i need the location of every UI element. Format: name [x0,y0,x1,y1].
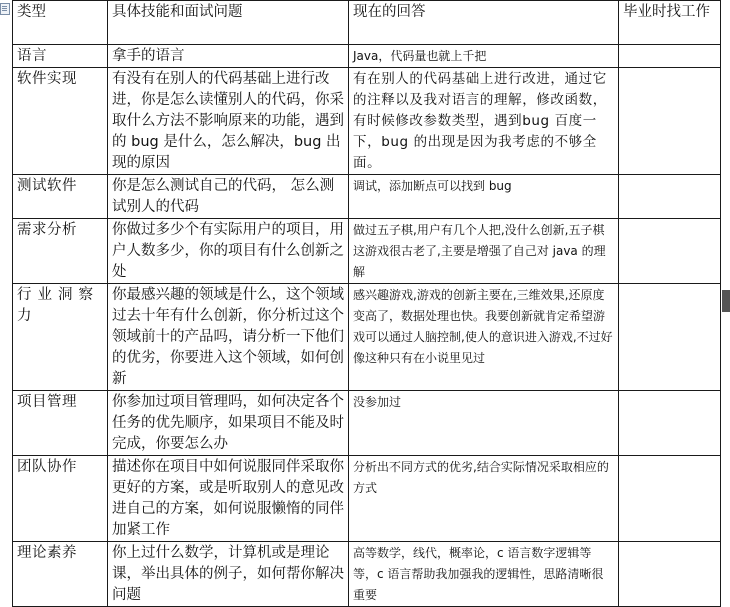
row-answer: Java，代码量也就上千把 [349,45,619,68]
row-question: 你最感兴趣的领域是什么，这个领域过去十年有什么创新，你分析过这个领域前十的产品吗，请分析一下他们的优劣，你要进入这个领域，如何创新 [108,284,349,391]
row-category: 项目管理 [13,391,108,456]
row-category: 团队协作 [13,456,108,542]
row-category: 测试软件 [13,175,108,219]
row-answer: 没参加过 [349,391,619,456]
table-row [13,45,721,68]
table-row [13,175,721,219]
header-graduation: 毕业时找工作 [619,1,721,45]
row-graduation [619,284,721,391]
header-type: 类型 [13,1,108,45]
row-category: 语言 [13,45,108,68]
interview-skills-table [12,0,721,607]
row-graduation [619,542,721,607]
row-question: 你参加过项目管理吗，如何决定各个任务的优先顺序，如果项目不能及时完成，你要怎么办 [108,391,349,456]
row-question: 你上过什么数学，计算机或是理论课，举出具体的例子，如何帮你解决问题 [108,542,349,607]
table-header-row [13,1,721,45]
table-row [13,68,721,175]
row-answer: 调试，添加断点可以找到 bug [349,175,619,219]
row-answer: 有在别人的代码基础上进行改进，通过它的注释以及我对语言的理解，修改函数，有时候修改参数类型，遇到bug 百度一下，bug 的出现是因为我考虑的不够全面。 [349,68,619,175]
row-graduation [619,219,721,284]
table-row [13,219,721,284]
row-category: 行业洞察力 [13,284,108,391]
scroll-marker[interactable] [722,290,730,312]
table-row [13,542,721,607]
row-graduation [619,68,721,175]
row-answer: 做过五子棋,用户有几个人把,没什么创新,五子棋这游戏很古老了,主要是增强了自己对 java 的理解 [349,219,619,284]
row-graduation [619,456,721,542]
document-icon [0,3,10,15]
row-category: 软件实现 [13,68,108,175]
table-row [13,456,721,542]
row-graduation [619,175,721,219]
header-answer: 现在的回答 [349,1,619,45]
row-answer: 高等数学，线代，概率论，c 语言数字逻辑等等，c 语言帮助我加强我的逻辑性，思路清晰很重要 [349,542,619,607]
row-question: 描述你在项目中如何说服同伴采取你更好的方案，或是听取别人的意见改进自己的方案，如何说服懒惰的同伴加紧工作 [108,456,349,542]
row-question: 你是怎么测试自己的代码， 怎么测试别人的代码 [108,175,349,219]
row-question: 你做过多少个有实际用户的项目，用户人数多少，你的项目有什么创新之处 [108,219,349,284]
header-question: 具体技能和面试问题 [108,1,349,45]
table-row [13,284,721,391]
row-answer: 感兴趣游戏,游戏的创新主要在,三维效果,还原度变高了，数据处理也快。我要创新就肯定希望游戏可以通过人脑控制,使人的意识进入游戏,不过好像这种只有在小说里见过 [349,284,619,391]
row-category: 需求分析 [13,219,108,284]
table-row [13,391,721,456]
row-answer: 分析出不同方式的优劣,结合实际情况采取相应的方式 [349,456,619,542]
row-graduation [619,391,721,456]
row-question: 有没有在别人的代码基础上进行改进，你是怎么读懂别人的代码，你采取什么方法不影响原来的功能，遇到的 bug 是什么，怎么解决，bug 出现的原因 [108,68,349,175]
row-question: 拿手的语言 [108,45,349,68]
row-graduation [619,45,721,68]
row-category: 理论素养 [13,542,108,607]
